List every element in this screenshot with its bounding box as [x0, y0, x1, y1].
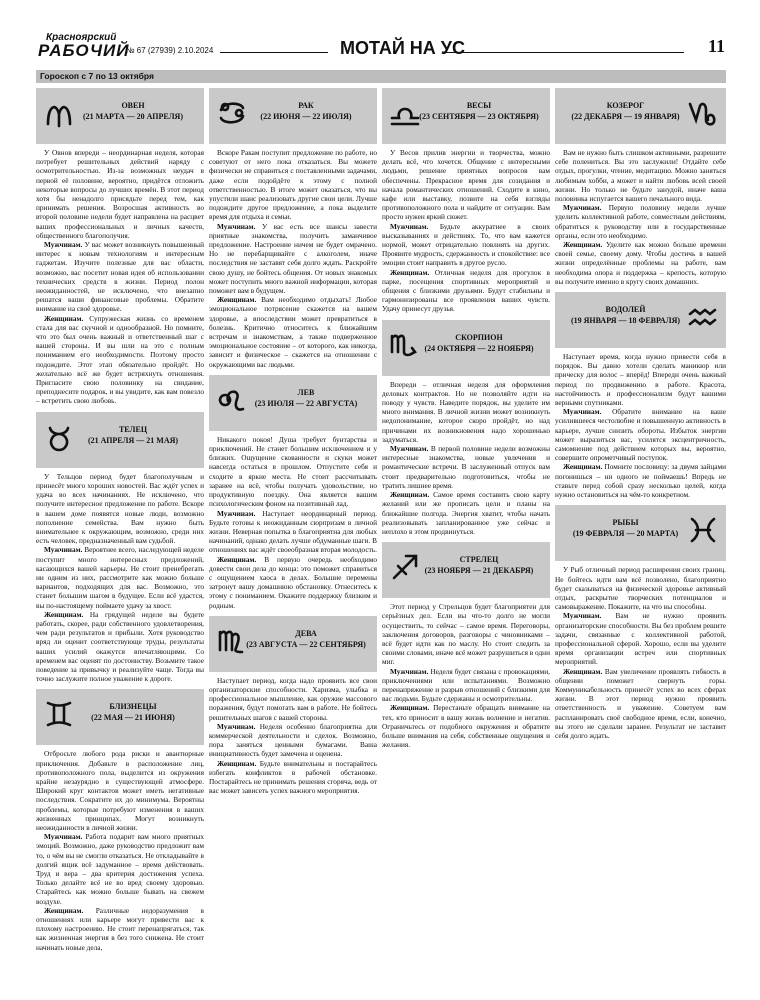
- paragraph-lead: Мужчинам.: [217, 221, 256, 231]
- sign-title: [239, 387, 373, 409]
- sign-header: [382, 542, 550, 598]
- paragraph-lead: Мужчинам.: [217, 508, 256, 518]
- column-3: [382, 88, 550, 993]
- paragraph-lead: Женщинам.: [563, 462, 603, 472]
- sign-dates: (23 АВГУСТА — 22 СЕНТЯБРЯ): [246, 639, 366, 649]
- paragraph-lead: Женщинам.: [217, 758, 257, 768]
- column-4: [555, 88, 726, 993]
- sign-header: [209, 616, 377, 672]
- logo-main-text: РАБОЧИЙ: [38, 41, 130, 60]
- horoscope-paragraph: Женщинам. Вам необходимо отдыхать! Любое эмоциональное потрясение скажется на вашем здоровье, а впоследствии может превратиться в болезнь. Критично относитесь к ближайшим встречам и знакомствам, а также подверженное эмоциональное состояние – от которого, как никогда, зависит и физическое – скажется на отношении с окружающими вас людьми.: [209, 295, 377, 369]
- sign-title: [559, 304, 692, 326]
- column-2: [209, 88, 377, 993]
- sign-name: КОЗЕРОГ: [606, 101, 645, 110]
- block-spacer: [382, 749, 550, 755]
- horoscope-paragraph: Мужчинам. Вероятнее всего, наследующей неделе поступит много интересных предложений, касающихся вашей карьеры. Не стоит пренебрегать ни одним из них, рассмотрите как можно больше вариантов, подходящих для вас. Возможно, это станет большим шагом в будущее. Если всё удастся, вы по-настоящему поймаете удачу за хвост.: [36, 545, 204, 610]
- sign-name: БЛИЗНЕЦЫ: [109, 702, 157, 712]
- sign-title: [412, 100, 546, 122]
- horoscope-paragraph: Вам не нужно быть слишком активными, разрешите себе полениться. Вы это заслужили! Отдайте себе отдых, прогулки, чтение, медитацию. Можно заняться любимым хобби, а может и найти любовь всей своей жизни. Но только не будьте занудой, иначе ваша половинка испугается вашего печального вида.: [555, 148, 726, 204]
- sign-name: ОВЕН: [121, 101, 145, 110]
- sign-title: [239, 100, 373, 122]
- horoscope-paragraph: Мужчинам. Неделя особенно благоприятна для коммерческой деятельности и сделок. Возможно, пора заняться ценными бумагами. Ваша инициативность будет замечена и оценена.: [209, 721, 377, 759]
- paragraph-lead: Мужчинам.: [563, 611, 602, 621]
- sign-name: ВЕСЫ: [466, 101, 492, 110]
- horoscope-paragraph: Мужчинам. Будьте аккуратнее в своих высказываниях и действиях. То, что вам кажется нормой, может отрицательно повлиять на других. Проявите мудрость, сдержанность и спокойствие: все эмоции стоит направить в другое русло.: [382, 221, 550, 268]
- sign-title: [412, 554, 546, 576]
- sign-header: [382, 88, 550, 144]
- horoscope-paragraph: Впереди – отличная неделя для оформления деловых контрактов. Но не позволяйте идти на поводу у чувств. Наведите порядок, вы удели́те им много внимания. В личной жизни может возникнуть недопонимание, которое скоро пройдёт, но над причинами их возникновения надо хорошенько задуматься.: [382, 379, 550, 444]
- paragraph-lead: Женщинам.: [44, 905, 84, 915]
- horoscope-paragraph: Женщинам. Уделите как можно больше времени своей семье, своему дому. Чтобы достичь в вашей жизни определённые проблемы на работе, вам необходима опора и поддержка – крепость, которую вы получите именно в кругу своих домашних.: [555, 240, 726, 286]
- sign-name: ВОДОЛЕЙ: [605, 305, 646, 315]
- sign-header: [555, 292, 726, 348]
- horoscope-paragraph: Никакого покоя! Душа требует бунтарства и приключений. Не станет большим исключением и у близких. Ощущение скованности и скуки может навсегда остаться в прошлом. Отпустите себя и сходите в яркие места. Не стоит рассчитывать заранее на всё, чтобы получать удовольствие, но продуктивную поездку. Она является вашим психологическим фоном на позитивный лад.: [209, 434, 377, 509]
- horoscope-paragraph: Наступает период, когда надо проявить все свои организаторские способности. Харизма, улыбка и профессиональное мышление, как оружие массового поражения, будут помогать вам в работе. Не бойтесь решительных шагов с вашей стороны.: [209, 675, 377, 722]
- sign-header: [36, 412, 204, 468]
- horoscope-paragraph: Мужчинам. У вас есть все шансы завести приятные знакомства, получить заманчивое предложение. Настроение ничем не будет омрачено. Но не перебарщивайте с алкоголем, иначе последствия не заставят себя долго ждать. Раскройте свою душу, не бойтесь общения. От новых знакомых может поступить много важной информации, которая поможет вам в будущем.: [209, 221, 377, 296]
- horoscope-paragraph: Наступает время, когда нужно привести себя в порядок. Вы давно хотели сделать маникюр или прическу для волос – вперёд! Впереди очень важный период по продвижению в работе. Красота, настойчивость и профессионализм будут вашими верными спутниками.: [555, 352, 726, 408]
- horoscope-paragraph: Мужчинам. Обратите внимание на ваше усилившееся честолюбие и повышенную активность в карьере, лучше снизить обороты. Избыток энергии может выразиться вас, усилятся эксцентричность, самомнение под действием которых вы, вероятно, совершите опрометчивый поступок.: [555, 407, 726, 463]
- horoscope-paragraph: Женщинам. Супружеская жизнь со временем стала для вас скучной и однообразной. Но помните, что это был очень важный и ответственный шаг с вашей стороны. И вы шли на это с полным пониманием его необходимости. Поэтому просто подождите. Этот этап обязательно пройдёт. Но желательно всё же будет встряхнуть отношения. Пригласите свою половинку на свидание, преподнесите подарок, и вы увидите, как вам повезло – встретить свою любовь.: [36, 313, 204, 406]
- sign-header: [382, 320, 550, 376]
- horoscope-paragraph: Женщинам. На грядущей неделе вы будете работать, скорее, ради собственного удовлетворения, чем ради результатов и прибыли. Хотя руководство вряд ли оценит соответствующе труды, результаты ваших усилий окажутся впечатляющими. Со временем вас оценят по достоинству. Возьмите такое поведение за привычку и реализуйте чаще. Тогда вы точно заслужите полное уважение к дороге.: [36, 609, 204, 684]
- horoscope-paragraph: Мужчинам. У вас может возникнуть повышенный интерес к новым технологиям и интересным гаджетам. Изучите полезные для вас области, возможно, вас посетит новая идея об использовании технических средств в жизни. Период полон неожиданностей, не исключено, что внезапно решатся ваши финансовые проблемы. Обратите внимание на своё здоровье.: [36, 240, 204, 314]
- sign-dates: (22 ДЕКАБРЯ — 19 ЯНВАРЯ): [571, 112, 680, 121]
- sign-header: [36, 689, 204, 745]
- issue-info: № 67 (27939) 2.10.2024: [126, 46, 214, 55]
- horoscope-paragraph: Женщинам. Помните пословицу: за двумя зайцами погонишься – ни одного не поймаешь! Впредь не ставьте перед собой сразу несколько целей, когда нужно остановиться на чём-то конкретном.: [555, 462, 726, 500]
- sign-name: ТЕЛЕЦ: [118, 424, 148, 434]
- horoscope-paragraph: У Рыб отличный период расширения своих границ. Не бойтесь идти вам всё позволено, благоприятно будет сказываться на физической здоровье активный отдых, раскрытие творческих потенциалов и самовыражение. Покажите, на что вы способны.: [555, 565, 726, 612]
- paragraph-lead: Мужчинам.: [217, 721, 256, 731]
- horoscope-paragraph: Женщинам. Самое время составить свою карту желаний или же прописать цели и планы на ближайшие полгода. Энергия хватит, чтобы начать реализовывать запланированное уже сейчас и неплохо в этом продвинуться.: [382, 490, 550, 536]
- newspaper-logo: [36, 32, 130, 60]
- logo-top-text: Красноярский: [46, 32, 117, 43]
- sign-dates: (21 АПРЕЛЯ — 21 МАЯ): [87, 435, 179, 445]
- horoscope-paragraph: Женщинам. Различные недоразумения в отношениях или карьере могут привести вас к плохому настроению. Не стоит перенапрягаться, так как жизненная энергия в без того снижена. Не стоит начинать новые дела,: [36, 905, 204, 952]
- block-spacer: [555, 740, 726, 746]
- sign-dates: (22 ИЮНЯ — 22 ИЮЛЯ): [260, 112, 352, 121]
- paragraph-lead: Женщинам.: [390, 490, 430, 500]
- sign-dates: (24 ОКТЯБРЯ — 22 НОЯБРЯ): [424, 343, 534, 353]
- sign-dates: (19 ФЕВРАЛЯ — 20 МАРТА): [572, 529, 679, 539]
- paragraph-lead: Женщинам.: [217, 554, 257, 564]
- section-band: [36, 70, 726, 83]
- horoscope-paragraph: Женщинам. Отличная неделя для прогулок в парке, посещения спортивных мероприятий и общения с близкими друзьями. Будут стабильны и гармонизированы все проявления ваших чувств. Удачу принесут друзья.: [382, 267, 550, 314]
- horoscope-paragraph: Этот период у Стрельцов будет благоприятен для серьёзных дел. Если вы что-то долго не могли осуществить, то сейчас – самое время. Переговоры, заключения договоров, разговоры с чиновниками – всё будет идти как по маслу. Но стоит следить за своими словами, иначе всё может разрушиться в одни миг.: [382, 602, 550, 667]
- column-1: [36, 88, 204, 993]
- sign-dates: (22 МАЯ — 21 ИЮНЯ): [91, 713, 175, 723]
- horoscope-paragraph: Мужчинам. Первую половину недели лучше уделить коллективной работе, совместным действиям, обратиться к руководству или в государственные органы, если это необходимо.: [555, 203, 726, 240]
- rubric-title: МОТАЙ НА УС: [340, 38, 465, 58]
- page-number: 11: [708, 36, 726, 56]
- horoscope-paragraph: Женщинам. Будьте внимательны и постарайтесь избегать конфликтов в рабочей обстановке. Постарайтесь не принимать решения сгоряча, ведь от вас может зависеть успех важного мероприятия.: [209, 758, 377, 796]
- horoscope-paragraph: Мужчинам. Работа подарит вам много приятных эмоций. Возможно, даже руководство предложит вам то, о чём вы не смогли отказаться. Не откладывайте в долгий ящик всё задуманное – время действовать. Труд и вера – два критерия достижения успеха. Только делайте всё не во вред своему здоровью. Старайтесь как можно больше бывать на свежем воздухе.: [36, 832, 204, 906]
- sign-title: [66, 100, 200, 122]
- sign-title: [412, 332, 546, 354]
- header-rule-right: [442, 52, 684, 53]
- paragraph-lead: Мужчинам.: [390, 444, 429, 454]
- sign-dates: (23 СЕНТЯБРЯ — 23 ОКТЯБРЯ): [419, 112, 539, 121]
- horoscope-paragraph: Мужчинам. Вам не нужно проявить организаторские способности. Вы без проблем решите задачи, связанные с коллективной работой, профессиональной сферой. Хорошо, если вы уделите время организации встреч или спортивных мероприятий.: [555, 611, 726, 667]
- horoscope-paragraph: Отбросьте любого рода риски и авантюрные приключения. Добавьте в расположение лиц, противоположного пола, выделится из окружения крайне незаурядно в существующей атмосфере. Широкий круг контактов может иметь негативные последствия. Сократите их до минимума. Вероятны проблемы, которые потребуют изменения в ваших жизненных принципах. Могут возникнуть неожиданности в личной жизни.: [36, 749, 204, 832]
- header-rule-left: [220, 52, 328, 53]
- paragraph-lead: Мужчинам.: [563, 203, 602, 213]
- sign-dates: (23 НОЯБРЯ — 21 ДЕКАБРЯ): [424, 566, 534, 576]
- horoscope-paragraph: У Весов прилив энергии и творчества, можно делать всё, что хочется. Общение с интересными людьми, решение приятных вопросов вам обеспечены. Прекрасное время для созидания и начала романтических отношений. Сходите в кино, кафе или выставку, позвите на себя взгляды противоположного пола и найдите от ситуации. Вам просто нужен яркий сюжет.: [382, 148, 550, 222]
- section-title: Гороскоп с 7 по 13 октября: [40, 71, 154, 81]
- horoscope-paragraph: Мужчинам. Наступает неординарный период. Будьте готовы к неожиданным сюрпризам в личной жизни. Неверная попытка в благоприятна для любых начинаний, однако делать лучше обдуманные шаги. В отношениях вас ждёт своеобразная вторая молодость.: [209, 508, 377, 555]
- sign-name: ДЕВА: [295, 628, 317, 638]
- sign-header: [555, 505, 726, 561]
- paragraph-lead: Женщинам.: [44, 313, 84, 323]
- page-header: [0, 0, 760, 62]
- horoscope-paragraph: Мужчинам. Неделя будет связана с провокациями, приключениями или испытаниями. Возможно перенапряжение и разрыв отношений с близкими для вас людьми. Будьте сдержаны и осмотрительны.: [382, 666, 550, 704]
- paragraph-lead: Мужчинам.: [44, 545, 83, 555]
- sign-title: [239, 628, 373, 650]
- horoscope-paragraph: У Овнов впереди – неординарная неделя, которая потребует решительных действий наряду с осмотрительностью. Из-за возможных неудач в первой её половине, вероятно, придётся отложить некоторые вопросы до лучших времён. В этот период хотя бы ненадолго присядьте перед тем, как принимать решения. Возросшая активность во второй половине недели будет направлена на расцвет ваших профессиональных и личных качеств, общественного благополучия.: [36, 148, 204, 240]
- paragraph-lead: Женщинам.: [390, 703, 430, 713]
- sign-dates: (23 ИЮЛЯ — 22 АВГУСТА): [254, 398, 358, 408]
- sign-header: [209, 88, 377, 144]
- horoscope-paragraph: У Тельцов период будет благополучным и принесёт много хороших новостей. Вас ждёт успех и удача во всех начинаниях. Не исключено, что получите интересное предложение по работе. Вскоре в вашем доме появятся новые люди, возможно пополнение семейства. Вам нужно быть внимательнее к окружающим, возможно, среди них есть человек, предназначенный вам судьбой.: [36, 471, 204, 546]
- sign-dates: (21 МАРТА — 20 АПРЕЛЯ): [82, 112, 183, 121]
- paragraph-lead: Женщинам.: [217, 295, 257, 305]
- paragraph-lead: Мужчинам.: [44, 240, 83, 250]
- sign-name: СТРЕЛЕЦ: [459, 555, 499, 565]
- block-spacer: [209, 795, 377, 801]
- sign-header: [209, 375, 377, 431]
- horoscope-paragraph: Женщинам. Вам увеличение проявлять гибкость в общении поможет свернуть горы. Коммуникабельность принесёт успех во всех сферах жизни. В этот период нужно проявить ответственность и уважение. Советуем вам распланировать своё свободное время, если, конечно, вы этого не сделали заранее. Результат не заставит себя долго ждать.: [555, 666, 726, 740]
- paragraph-lead: Мужчинам.: [563, 407, 602, 417]
- sign-title: [66, 424, 200, 446]
- sign-name: РЫБЫ: [612, 518, 639, 528]
- paragraph-lead: Женщинам.: [563, 666, 603, 676]
- sign-title: [559, 517, 692, 539]
- horoscope-paragraph: Женщинам. Перестаньте обращать внимание на тех, кто приносит в вашу жизнь волнение и негатив. Ограничьтесь от подобного окружения и обратите больше внимания на себя, собственные ощущения и желания.: [382, 703, 550, 750]
- sign-title: [66, 701, 200, 723]
- sign-title: [559, 100, 692, 122]
- sign-name: РАК: [298, 101, 314, 110]
- paragraph-lead: Женщинам.: [563, 240, 603, 250]
- horoscope-paragraph: Женщинам. В первую очередь необходимо довести свои дела до конца: это поможет справиться с ощущением хаоса в делах. Большие перемены затронут вашу домашнюю обстановку. Отнеситесь к этому с пониманием. Окажите поддержку близким и родным.: [209, 554, 377, 610]
- sign-name: ЛЕВ: [297, 387, 315, 397]
- sign-name: СКОРПИОН: [455, 332, 503, 342]
- block-spacer: [36, 952, 204, 958]
- paragraph-lead: Мужчинам.: [44, 832, 83, 842]
- horoscope-paragraph: Мужчинам. В первой половине недели возможны интересные знакомства, новые увлечения и романтические встречи. В заслуженный отпуск вам стоит предварительно подготовиться, чтобы не тратить лишнее время.: [382, 444, 550, 490]
- sign-header: [36, 88, 204, 144]
- sign-dates: (19 ЯНВАРЯ — 18 ФЕВРАЛЯ): [570, 316, 681, 326]
- paragraph-lead: Женщинам.: [390, 267, 430, 277]
- paragraph-lead: Женщинам.: [44, 609, 84, 619]
- horoscope-paragraph: Вскоре Ракам поступит предложение по работе, но советуют от него пока отказаться. Вы можете физически не справиться с поставленными задачами, даже если подойдёте к этому с полной ответственностью. В итоге может оказаться, что вы упустили шанс реализовать другие свои цели. Лучше подождите другое предложение, а пока выделите время для отдыха и семьи.: [209, 148, 377, 222]
- sign-header: [555, 88, 726, 144]
- paragraph-lead: Мужчинам.: [390, 221, 429, 231]
- paragraph-lead: Мужчинам.: [390, 666, 429, 676]
